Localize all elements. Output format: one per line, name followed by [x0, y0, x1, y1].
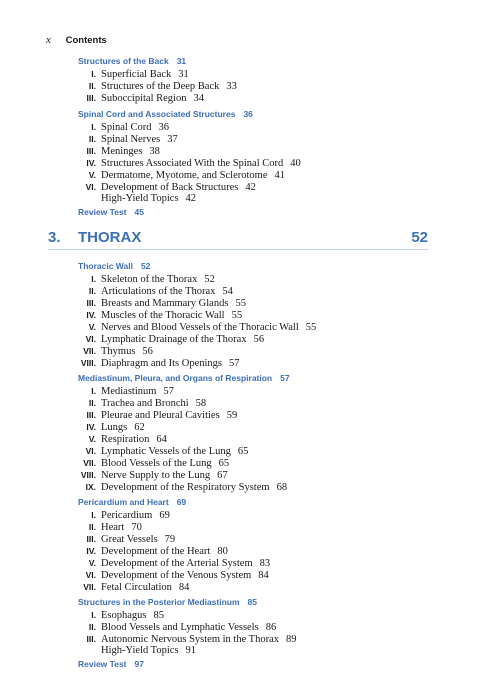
toc-entry[interactable] — [56, 80, 237, 92]
section-page: 36 — [243, 109, 253, 119]
entry-title: Skeleton of the Thorax — [101, 274, 198, 285]
entry-numeral: V. — [88, 434, 96, 444]
entry-title: High-Yield Topics — [101, 193, 179, 204]
entry-title: Lymphatic Vessels of the Lung — [101, 446, 231, 457]
toc-entry-high-yield[interactable] — [101, 645, 196, 657]
entry-title: Development of the Heart — [101, 546, 211, 557]
toc-entry[interactable] — [56, 345, 153, 357]
toc-entry-high-yield[interactable] — [101, 193, 196, 205]
entry-page: 57 — [163, 386, 174, 397]
entry-page: 68 — [276, 482, 288, 493]
entry-title: Articulations of the Thorax — [101, 286, 216, 297]
section-title: Structures in the Posterior Mediastinum — [78, 597, 240, 607]
entry-page: 34 — [193, 93, 204, 104]
entry-title: Development of Back Structures — [101, 182, 239, 193]
entry-title: Mediastinum — [101, 386, 157, 397]
entry-title: Trachea and Bronchi — [101, 398, 189, 409]
entry-title: Breasts and Mammary Glands — [101, 298, 229, 309]
entry-page: 69 — [159, 510, 170, 521]
toc-entry[interactable] — [56, 433, 167, 445]
entry-page: 91 — [185, 645, 197, 656]
entry-numeral: II. — [88, 522, 96, 532]
toc-entry[interactable] — [56, 273, 215, 285]
entry-page: 55 — [305, 322, 317, 333]
entry-numeral: I. — [91, 510, 96, 520]
section-title: Spinal Cord and Associated Structures — [78, 109, 236, 119]
section-title: Review Test — [78, 207, 127, 217]
entry-title: Diaphragm and Its Openings — [101, 358, 223, 369]
entry-title: High-Yield Topics — [101, 645, 179, 656]
entry-numeral: VI. — [85, 334, 96, 344]
entry-numeral: II. — [88, 286, 96, 296]
entry-numeral: I. — [91, 610, 96, 620]
entry-title: Lungs — [101, 422, 128, 433]
entry-page: 42 — [245, 182, 256, 193]
entry-page: 56 — [142, 346, 153, 357]
entry-page: 64 — [156, 434, 167, 445]
entry-title: Spinal Cord — [101, 122, 152, 133]
entry-numeral: III. — [86, 410, 96, 420]
entry-numeral: III. — [86, 534, 96, 544]
entry-numeral: II. — [88, 81, 96, 91]
entry-title: Fetal Circulation — [101, 582, 172, 593]
entry-numeral: II. — [88, 622, 96, 632]
entry-title: Dermatome, Myotome, and Sclerotome — [101, 170, 268, 181]
entry-title: Lymphatic Drainage of the Thorax — [101, 334, 247, 345]
section-heading[interactable] — [78, 109, 253, 119]
entry-page: 31 — [178, 69, 189, 80]
entry-page: 62 — [134, 422, 145, 433]
entry-title: Pericardium — [101, 510, 153, 521]
chapter-heading[interactable] — [48, 229, 428, 253]
toc-entry[interactable] — [56, 557, 270, 569]
entry-page: 84 — [178, 582, 190, 593]
entry-title: Pleurae and Pleural Cavities — [101, 410, 220, 421]
toc-entry[interactable] — [56, 545, 228, 557]
entry-page: 79 — [164, 534, 176, 545]
entry-title: Structures of the Deep Back — [101, 81, 220, 92]
toc-entry[interactable] — [56, 509, 170, 521]
entry-numeral: V. — [88, 170, 96, 180]
toc-entry[interactable] — [56, 397, 206, 409]
entry-page: 55 — [235, 298, 246, 309]
chapter-title: THORAX — [78, 229, 142, 246]
toc-entry[interactable] — [56, 569, 269, 581]
entry-numeral: IV. — [86, 310, 96, 320]
entry-title: Meninges — [101, 146, 143, 157]
entry-numeral: III. — [86, 298, 96, 308]
entry-numeral: VII. — [83, 582, 96, 592]
section-heading[interactable] — [78, 261, 150, 271]
chapter-page: 52 — [411, 229, 428, 246]
entry-title: Autonomic Nervous System in the Thorax — [101, 634, 279, 645]
entry-numeral: VII. — [83, 458, 96, 468]
chapter-number: 3. — [48, 229, 61, 246]
section-page: 52 — [140, 261, 151, 271]
entry-numeral: VII. — [83, 346, 96, 356]
entry-page: 36 — [158, 122, 169, 133]
section-page: 45 — [134, 207, 144, 217]
entry-page: 89 — [286, 634, 297, 645]
toc-entry[interactable] — [56, 581, 189, 593]
entry-page: 37 — [167, 134, 178, 145]
entry-page: 67 — [217, 470, 228, 481]
section-title: Pericardium and Heart — [78, 497, 169, 507]
entry-numeral: I. — [91, 386, 96, 396]
toc-entry[interactable] — [56, 333, 264, 345]
entry-title: Heart — [101, 522, 125, 533]
entry-page: 42 — [185, 193, 197, 204]
entry-page: 58 — [195, 398, 207, 409]
entry-title: Blood Vessels and Lymphatic Vessels — [101, 622, 259, 633]
entry-numeral: VIII. — [80, 358, 96, 368]
entry-page: 38 — [149, 146, 160, 157]
review-test-heading[interactable] — [78, 207, 144, 217]
entry-title: Thymus — [101, 346, 136, 357]
toc-entry[interactable] — [56, 357, 240, 369]
entry-page: 70 — [131, 522, 142, 533]
section-heading[interactable] — [78, 597, 257, 607]
entry-title: Spinal Nerves — [101, 134, 161, 145]
entry-numeral: VI. — [85, 182, 96, 192]
toc-entry[interactable] — [56, 521, 142, 533]
entry-page: 56 — [253, 334, 265, 345]
toc-entry[interactable] — [56, 445, 248, 457]
entry-numeral: II. — [88, 398, 96, 408]
entry-title: Development of the Venous System — [101, 570, 252, 581]
entry-title: Superficial Back — [101, 69, 172, 80]
entry-page: 65 — [237, 446, 249, 457]
toc-entry[interactable] — [56, 481, 287, 493]
entry-numeral: IV. — [86, 158, 96, 168]
running-title: Contents — [65, 35, 107, 46]
entry-title: Nerve Supply to the Lung — [101, 470, 211, 481]
running-header — [46, 34, 107, 48]
toc-entry[interactable] — [56, 609, 164, 621]
section-title: Thoracic Wall — [78, 261, 133, 271]
toc-entry[interactable] — [56, 92, 204, 104]
review-test-heading[interactable] — [78, 659, 144, 669]
toc-entry[interactable] — [56, 157, 301, 169]
section-page: 31 — [176, 56, 187, 66]
toc-entry[interactable] — [56, 469, 228, 481]
entry-numeral: V. — [88, 322, 96, 332]
entry-numeral: II. — [88, 134, 96, 144]
entry-title: Blood Vessels of the Lung — [101, 458, 212, 469]
entry-page: 41 — [274, 170, 285, 181]
section-page: 85 — [247, 597, 257, 607]
entry-numeral: I. — [91, 122, 96, 132]
toc-entry[interactable] — [56, 457, 229, 469]
section-heading[interactable] — [78, 373, 290, 383]
entry-numeral: III. — [86, 146, 96, 156]
entry-page: 54 — [222, 286, 233, 297]
entry-page: 85 — [153, 610, 164, 621]
entry-title: Esophagus — [101, 610, 147, 621]
toc-entry[interactable] — [56, 421, 145, 433]
chapter-divider — [48, 249, 428, 250]
entry-page: 86 — [265, 622, 277, 633]
entry-numeral: VI. — [85, 446, 96, 456]
toc-entry[interactable] — [56, 68, 189, 80]
entry-numeral: IV. — [86, 546, 96, 556]
entry-numeral: IV. — [86, 422, 96, 432]
entry-numeral: VIII. — [80, 470, 96, 480]
entry-page: 55 — [231, 310, 243, 321]
section-heading[interactable] — [78, 497, 186, 507]
toc-entry[interactable] — [56, 385, 174, 397]
entry-numeral: I. — [91, 274, 96, 284]
section-page: 69 — [176, 497, 187, 507]
entry-title: Development of the Respiratory System — [101, 482, 270, 493]
entry-numeral: III. — [86, 93, 96, 103]
entry-title: Great Vessels — [101, 534, 158, 545]
entry-title: Respiration — [101, 434, 150, 445]
entry-page: 57 — [229, 358, 240, 369]
toc-entry[interactable] — [56, 181, 256, 193]
toc-entry[interactable] — [56, 309, 242, 321]
section-title: Mediastinum, Pleura, and Organs of Respiration — [78, 373, 273, 383]
toc-entry[interactable] — [56, 285, 233, 297]
entry-numeral: III. — [86, 634, 96, 644]
toc-entry[interactable] — [56, 133, 178, 145]
toc-entry[interactable] — [56, 145, 160, 157]
section-title: Review Test — [78, 659, 127, 669]
entry-page: 52 — [204, 274, 215, 285]
toc-entry[interactable] — [56, 321, 316, 333]
entry-page: 59 — [226, 410, 238, 421]
toc-entry[interactable] — [56, 409, 237, 421]
toc-entry[interactable] — [56, 533, 175, 545]
entry-page: 40 — [290, 158, 301, 169]
entry-page: 83 — [259, 558, 271, 569]
section-page: 97 — [134, 659, 144, 669]
entry-page: 84 — [258, 570, 269, 581]
toc-entry[interactable] — [56, 121, 169, 133]
entry-title: Nerves and Blood Vessels of the Thoracic Wall — [101, 322, 299, 333]
entry-numeral: VI. — [85, 570, 96, 580]
entry-title: Suboccipital Region — [101, 93, 187, 104]
entry-numeral: I. — [91, 69, 96, 79]
section-page: 57 — [280, 373, 290, 383]
section-heading[interactable] — [78, 56, 186, 66]
toc-entry[interactable] — [56, 633, 297, 645]
entry-page: 33 — [226, 81, 237, 92]
toc-entry[interactable] — [56, 169, 285, 181]
page-number: x — [46, 34, 51, 46]
section-title: Structures of the Back — [78, 56, 169, 66]
entry-page: 80 — [217, 546, 228, 557]
entry-title: Structures Associated With the Spinal Cord — [101, 158, 284, 169]
toc-entry[interactable] — [56, 297, 246, 309]
entry-numeral: IX. — [85, 482, 96, 492]
entry-page: 65 — [218, 458, 230, 469]
toc-entry[interactable] — [56, 621, 276, 633]
entry-title: Muscles of the Thoracic Wall — [101, 310, 225, 321]
entry-numeral: V. — [88, 558, 96, 568]
entry-title: Development of the Arterial System — [101, 558, 253, 569]
